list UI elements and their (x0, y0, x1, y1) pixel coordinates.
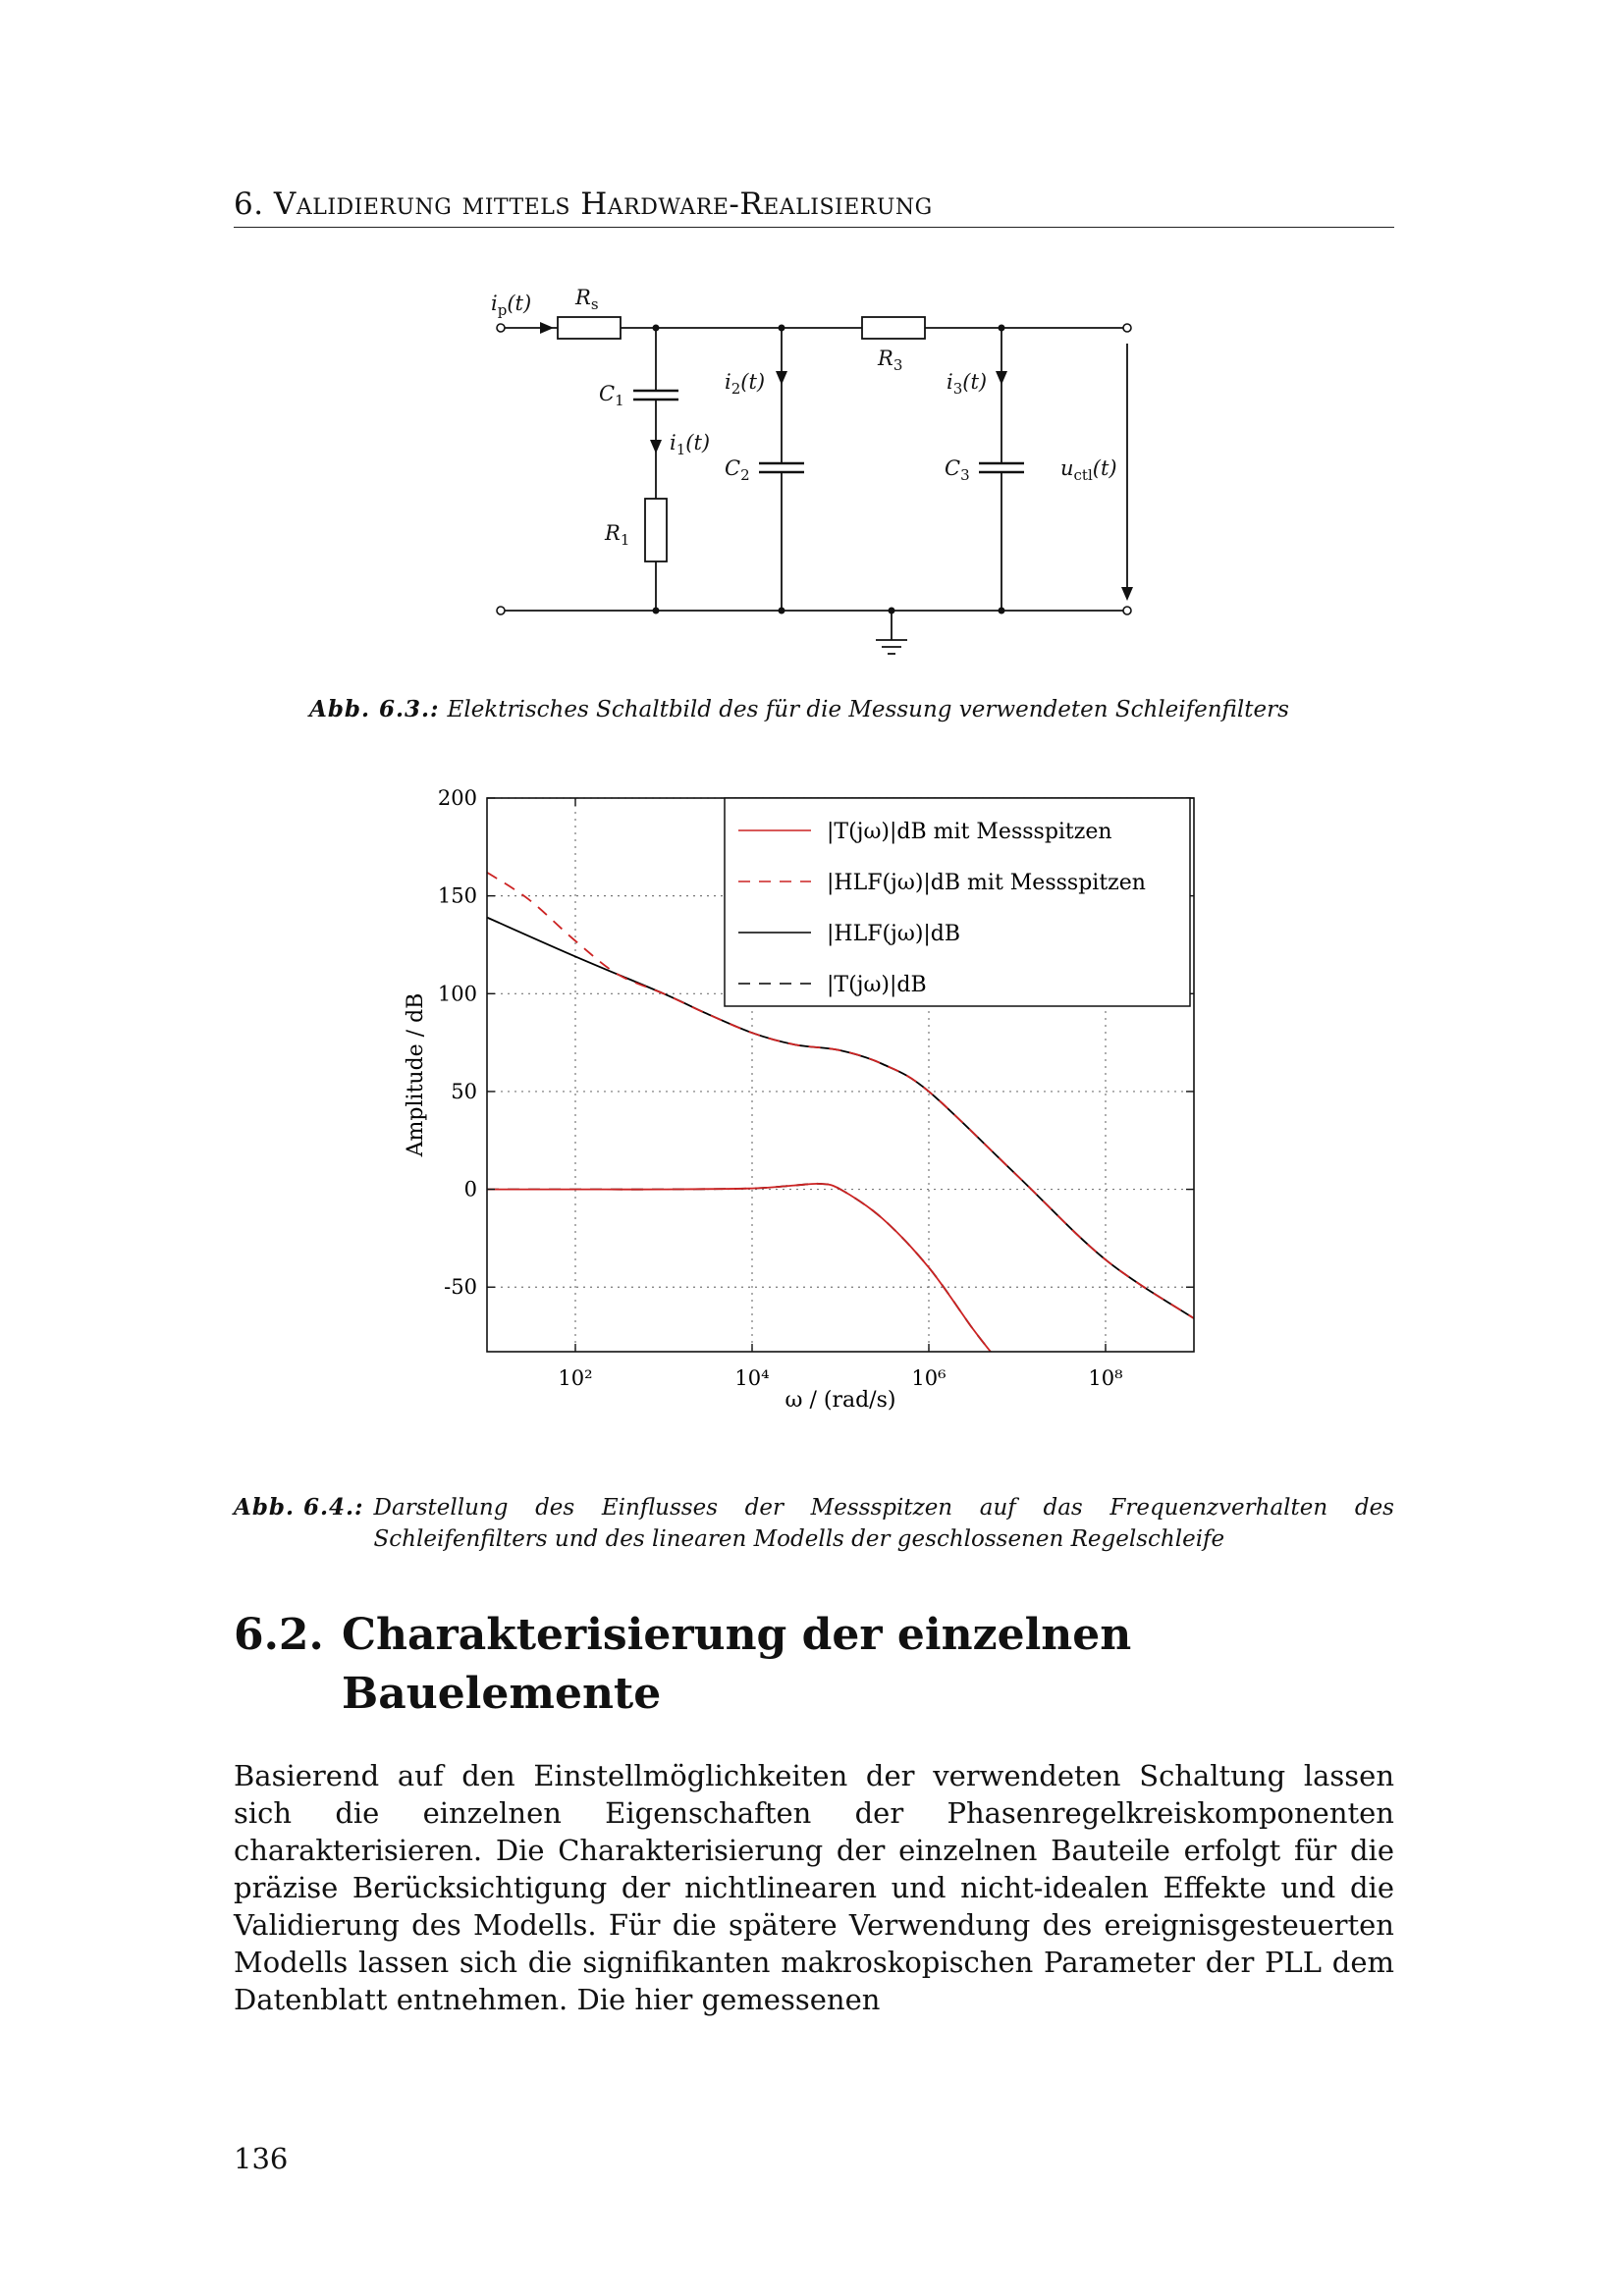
resistor-rs (558, 317, 621, 339)
section-title-line2: Bauelemente (342, 1669, 662, 1719)
terminal-in-bottom (497, 607, 505, 614)
current-arrow-i2 (776, 371, 787, 385)
y-tick-label: 0 (463, 1177, 477, 1201)
label-r1: $R_1$ (605, 521, 630, 549)
label-rs: $R_s$ (575, 286, 599, 313)
label-i3: $i_3(t)$ (947, 370, 988, 398)
current-arrow-i1 (650, 440, 662, 454)
figure-caption-text-1: Elektrisches Schaltbild des für die Messung verwendeten Schleifenfilters (447, 697, 1289, 722)
body-paragraph: Basierend auf den Einstellmöglichkeiten der verwendeten Schaltung lassen sich die einzelnen Eigenschaften der Phasenregelkreiskomponenten charakterisieren. Die Charakterisierung der einzelnen Bauteile erfolgt für die präzise Berücksichtigung der nichtlinearen und nicht-idealen Effekte und die Validierung des Modells. Für die spätere Verwendung des ereignisgesteuerten Modells lassen sich die signifikanten makroskopischen Parameter der PLL dem Datenblatt entnehmen. Die hier gemessenen (234, 1759, 1394, 2016)
y-tick-label: 50 (451, 1079, 477, 1103)
y-tick-label: 200 (437, 786, 477, 810)
legend-label: |HLF(jω)|dB mit Messspitzen (827, 871, 1146, 895)
legend-label: |HLF(jω)|dB (827, 922, 961, 946)
series-line-1 (487, 1184, 991, 1352)
label-ip: $i_p(t)$ (491, 292, 532, 319)
figure-caption-1 (309, 694, 1389, 725)
current-arrow-i3 (996, 371, 1007, 385)
label-c2: $C_2$ (725, 456, 750, 484)
running-head: 6. Validierung mittels Hardware-Realisierung (234, 187, 933, 222)
terminal-in-top (497, 324, 505, 332)
label-c3: $C_3$ (945, 456, 970, 484)
chart-legend (725, 798, 1190, 1006)
label-i1: $i_1(t)$ (670, 431, 711, 458)
x-tick-label: 10² (558, 1366, 593, 1390)
figure-caption-2 (234, 1492, 1394, 1557)
series-line-4 (487, 1184, 991, 1352)
x-axis-label: ω / (rad/s) (784, 1388, 896, 1413)
section-title-line1: Charakterisierung der einzelnen (342, 1610, 1132, 1660)
circuit-diagram (471, 275, 1178, 667)
figure-caption-text-2: Darstellung des Einflusses der Messspitzen auf das Frequenzverhalten des Schleifenfilters und des linearen Modells der geschlossenen Regelschleife (373, 1495, 1394, 1552)
header-rule (234, 227, 1394, 228)
legend-label: |T(jω)|dB mit Messspitzen (827, 820, 1112, 844)
section-heading (234, 1606, 1131, 1724)
amplitude-chart (393, 780, 1208, 1428)
section-number: 6.2. (234, 1610, 324, 1660)
label-uctl: $u_{ctl}(t)$ (1060, 456, 1117, 484)
x-tick-label: 10⁸ (1088, 1366, 1123, 1390)
figure-label-2: Abb. 6.4.: (234, 1494, 364, 1521)
resistor-r3 (862, 317, 925, 339)
terminal-out-bottom (1123, 607, 1131, 614)
x-tick-label: 10⁴ (734, 1366, 770, 1390)
label-i2: $i_2(t)$ (725, 370, 766, 398)
page-number: 136 (234, 2142, 289, 2175)
current-arrow-ip (540, 322, 554, 334)
x-tick-label: 10⁶ (911, 1366, 947, 1390)
y-tick-label: -50 (444, 1275, 477, 1300)
figure-label-1: Abb. 6.3.: (309, 696, 440, 722)
label-r3: $R_3$ (878, 347, 903, 374)
y-axis-label: Amplitude / dB (404, 992, 428, 1157)
y-tick-label: 100 (437, 982, 477, 1006)
label-c1: $C_1$ (599, 382, 624, 409)
terminal-out-top (1123, 324, 1131, 332)
y-tick-label: 150 (437, 883, 477, 908)
legend-label: |T(jω)|dB (827, 973, 927, 997)
resistor-r1 (645, 499, 667, 561)
